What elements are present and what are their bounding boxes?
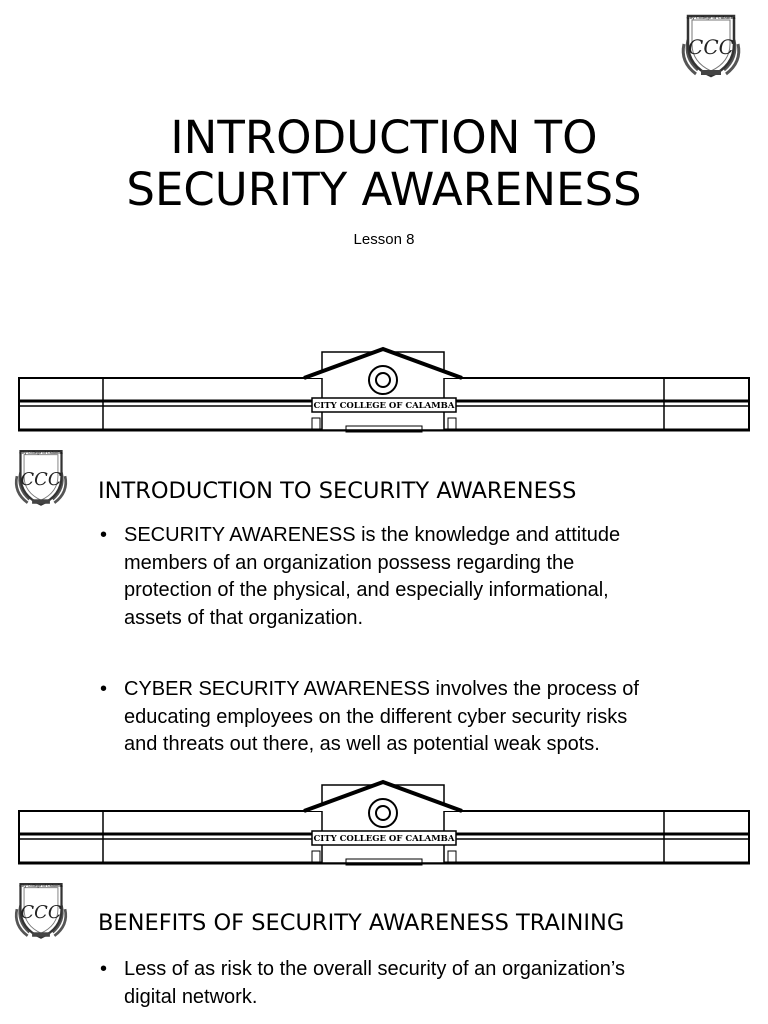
bullet-line: digital network. [124, 985, 258, 1008]
slide2-bullet-2 [100, 676, 700, 759]
logo-monogram: CCC [20, 902, 62, 924]
college-shield-icon [8, 877, 74, 943]
logo-arc-text: City College of Calamba [19, 450, 63, 455]
bullet-line: CYBER SECURITY AWARENESS involves the process of [124, 678, 639, 700]
college-logo-slide2 [8, 444, 74, 514]
logo-monogram: CCC [20, 469, 62, 491]
college-building-icon [0, 779, 768, 867]
slide1-title-line2: SECURITY AWARENESS [126, 163, 642, 216]
slide3-title: BENEFITS OF SECURITY AWARENESS TRAINING [98, 910, 625, 936]
college-shield-icon [674, 10, 748, 80]
bullet-line: members of an organization possess regarding the [124, 551, 575, 574]
bullet-line: protection of the physical, and especially informational, [124, 579, 609, 601]
banner-text: CITY COLLEGE OF CALAMBA [313, 401, 455, 411]
bullet-dot-icon: • [100, 524, 108, 546]
bullet-line: and threats out there, as well as potential weak spots. [124, 733, 600, 755]
logo-arc-text: City College of Calamba [19, 883, 63, 888]
slide3-bullet-list [100, 956, 700, 1011]
bullet-line: SECURITY AWARENESS is the knowledge and attitude [124, 524, 621, 546]
college-building-banner-2 [0, 779, 768, 867]
banner-text: CITY COLLEGE OF CALAMBA [313, 834, 455, 844]
slide2-title: INTRODUCTION TO SECURITY AWARENESS [98, 478, 577, 504]
slide2-bullet-list [100, 522, 700, 759]
bullet-dot-icon: • [100, 958, 108, 980]
college-shield-icon [8, 444, 74, 510]
slide3-bullet-1 [100, 956, 700, 1011]
college-building-icon [0, 346, 768, 434]
college-building-banner-1 [0, 346, 768, 434]
bullet-line: Less of as risk to the overall security of an organization’s [124, 958, 625, 980]
slide1-title-line1: INTRODUCTION TO [170, 111, 598, 164]
logo-monogram: CCC [688, 35, 734, 59]
slide1-subtitle: Lesson 8 [353, 231, 415, 248]
slide2-bullet-1 [100, 522, 700, 632]
bullet-line: educating employees on the different cyber security risks [124, 705, 628, 728]
bullet-line: assets of that organization. [124, 606, 364, 629]
college-logo-top [674, 10, 748, 84]
slide1-title [0, 112, 768, 216]
college-logo-slide3 [8, 877, 74, 947]
logo-arc-text: City College of Calamba [686, 15, 736, 20]
bullet-dot-icon: • [100, 678, 108, 700]
